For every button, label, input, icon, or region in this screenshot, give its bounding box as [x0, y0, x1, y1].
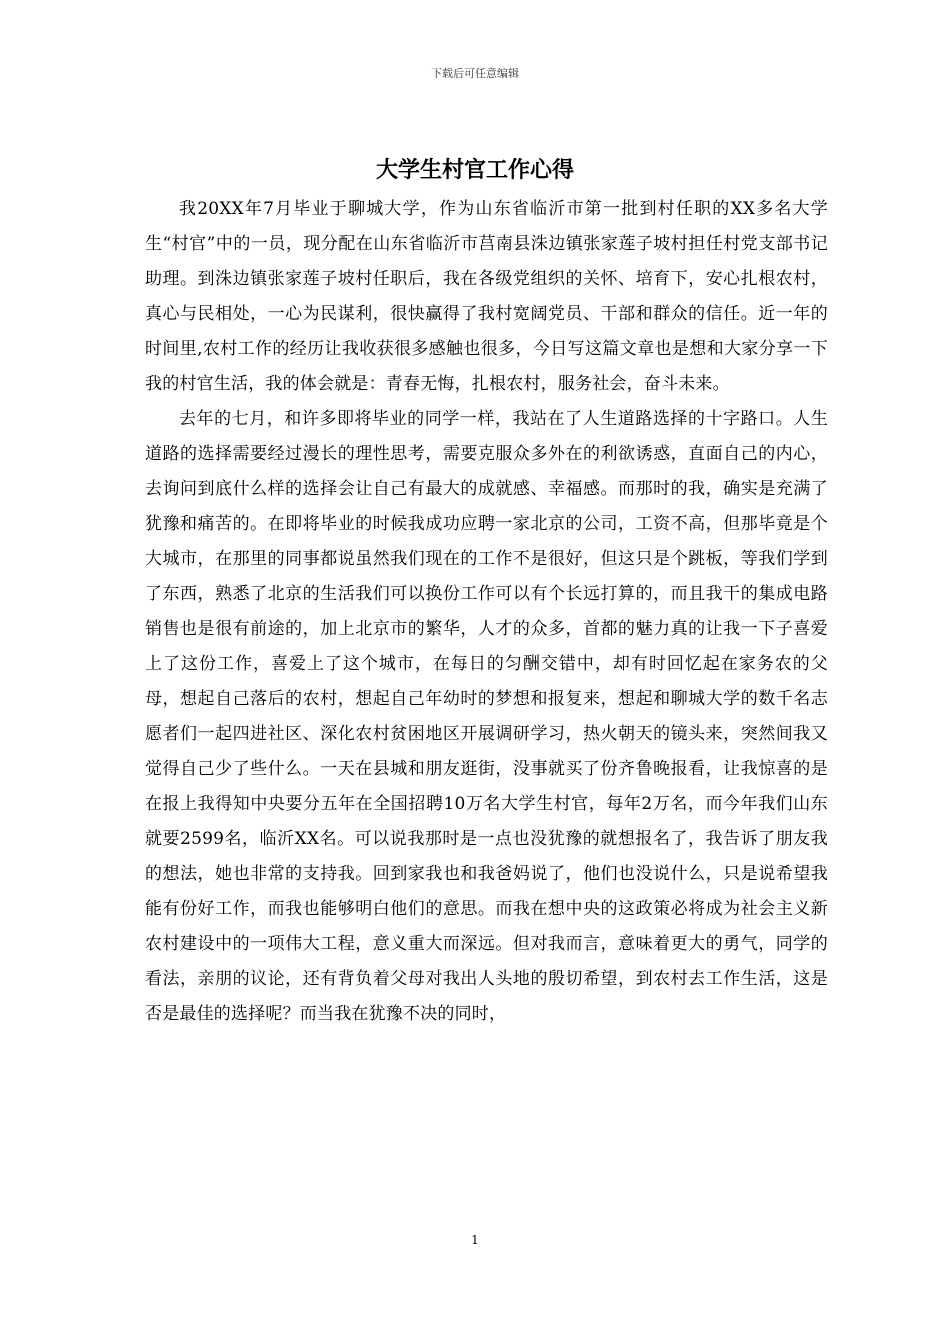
page-number: 1: [471, 1233, 479, 1247]
page-header: 下载后可任意编辑: [431, 67, 519, 80]
document-body: [145, 192, 828, 1032]
paragraph-2: 去年的七月，和许多即将毕业的同学一样，我站在了人生道路选择的十字路口。人生道路的选择需要经过漫长的理性思考，需要克服众多外在的利欲诱惑，直面自己的内心，去询问到底什么样的选择会让自己有最大的成就感、幸福感。而那时的我，确实是充满了犹豫和痛苦的。在即将毕业的时候我成功应聘一家北京的公司，工资不高，但那毕竟是个大城市，在那里的同事都说虽然我们现在的工作不是很好，但这只是个跳板，等我们学到了东西，熟悉了北京的生活我们可以换份工作可以有个长远打算的，而且我干的集成电路销售也是很有前途的，加上北京市的繁华，人才的众多，首都的魅力真的让我一下子喜爱上了这份工作，喜爱上了这个城市，在每日的匀酬交错中，却有时回忆起在家务农的父母，想起自己落后的农村，想起自己年幼时的梦想和报复来，想起和聊城大学的数千名志愿者们一起四进社区、深化农村贫困地区开展调研学习，热火朝天的镜头来，突然间我又觉得自己少了些什么。一天在县城和朋友逛街，没事就买了份齐鲁晚报看，让我惊喜的是在报上我得知中央要分五年在全国招聘10万名大学生村官，每年2万名，而今年我们山东就要2599名，临沂XX名。可以说我那时是一点也没犹豫的就想报名了，我告诉了朋友我的想法，她也非常的支持我。回到家我也和我爸妈说了，他们也没说什么，只是说希望我能有份好工作，而我也能够明白他们的意思。而我在想中央的这政策必将成为社会主义新农村建设中的一项伟大工程，意义重大而深远。但对我而言，意味着更大的勇气，同学的看法，亲朋的议论，还有背负着父母对我出人头地的殷切希望，到农村去工作生活，这是否是最佳的选择呢？而当我在犹豫不决的同时，: [145, 409, 828, 1024]
document-title: 大学生村官工作心得: [375, 157, 574, 183]
paragraph-1: 我20XX年7月毕业于聊城大学，作为山东省临沂市第一批到村任职的XX多名大学生“村官”中的一员，现分配在山东省临沂市莒南县洙边镇张家莲子坡村担任村党支部书记助理。到洙边镇张家莲子坡村任职后，我在各级党组织的关怀、培育下，安心扎根农村，真心与民相处，一心为民谋利，很快赢得了我村宽阔党员、干部和群众的信任。近一年的时间里,农村工作的经历让我收获很多感触也很多，今日写这篇文章也是想和大家分享一下我的村官生活，我的体会就是：青春无悔，扎根农村，服务社会，奋斗未来。: [145, 199, 828, 394]
